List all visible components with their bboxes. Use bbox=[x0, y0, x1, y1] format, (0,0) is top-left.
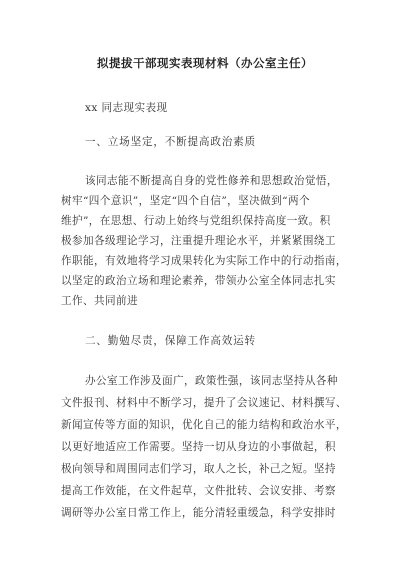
section1-line: 维护”，在思想、行动上始终与党组织保持高度一致。积 bbox=[61, 215, 331, 227]
section1-line: 该同志能不断提高自身的党性修养和思想政治觉悟， bbox=[85, 175, 338, 187]
section2-line: 极向领导和周围同志们学习，取人之长，补己之短。坚持 bbox=[61, 463, 336, 475]
section2-line: 新闻宣传等方面的知识，优化自己的能力结构和政治水平， bbox=[61, 419, 347, 431]
section1-line: 极参加各级理论学习，注重提升理论水平，并紧紧围绕工 bbox=[61, 235, 336, 247]
section2-heading: 二、勤勉尽责，保障工作高效运转 bbox=[85, 335, 256, 347]
section1-line: 树牢“四个意识”，坚定“四个自信”，坚决做到“两个 bbox=[61, 195, 310, 207]
section1-line: 以坚定的政治立场和理论素养，带领办公室全体同志扎实 bbox=[61, 275, 336, 287]
document-title: 拟提拔干部现实表现材料（办公室主任） bbox=[97, 56, 313, 70]
section2-line: 调研等办公室日常工作上，能分清轻重缓急，科学安排时 bbox=[61, 507, 336, 519]
section2-line: 文件报刊、材料中不断学习，提升了会议速记、材料撰写、 bbox=[61, 397, 347, 409]
section1-line: 作职能，有效地将学习成果转化为实际工作中的行动指南， bbox=[61, 255, 347, 267]
section1-heading: 一、立场坚定，不断提高政治素质 bbox=[85, 136, 256, 148]
subject-heading: xx 同志现实表现 bbox=[85, 102, 168, 114]
section1-line: 工作、共同前进 bbox=[61, 295, 138, 307]
section2-line: 提高工作效能，在文件起草，文件批转、会议安排、考察 bbox=[61, 485, 336, 497]
section2-line: 以更好地适应工作需要。坚持一切从身边的小事做起，积 bbox=[61, 441, 336, 453]
section2-line: 办公室工作涉及面广，政策性强，该同志坚持从各种 bbox=[85, 375, 338, 387]
